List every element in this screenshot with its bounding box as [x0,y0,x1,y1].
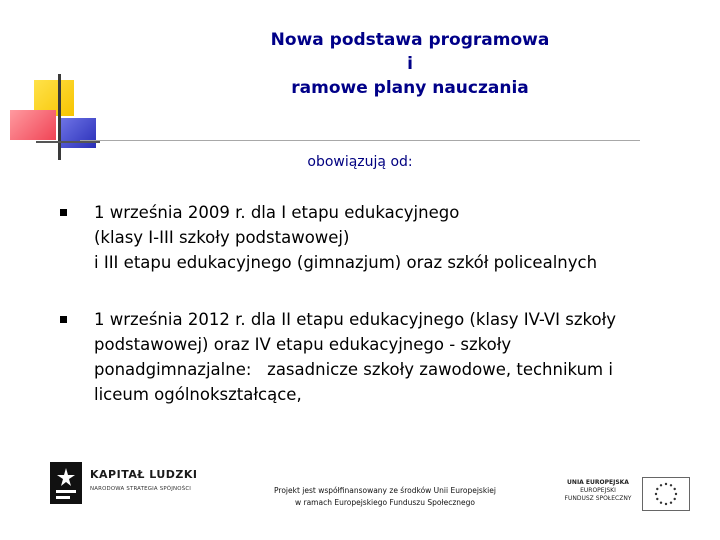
kapital-ludzki-emblem-icon [50,462,82,504]
title-divider [80,140,640,141]
funding-line-2: w ramach Europejskiego Funduszu Społecznego [294,498,476,507]
bullet-line: 1 września 2012 r. dla II etapu edukacyjnego (klasy IV-VI szkoły [94,310,617,329]
funding-line-1: Projekt jest współfinansowany ze środków Unii Europejskiej [274,486,496,495]
bullet-line: podstawowej) oraz IV etapu edukacyjnego - szkoły [94,335,512,354]
logo-title: KAPITAŁ LUDZKI [90,468,198,481]
eu-line-1: UNIA EUROPEJSKA [567,479,629,486]
bullet-list [60,200,680,439]
bullet-line: (klasy I-III szkoły podstawowej) [94,228,350,247]
bullet-line: 1 września 2009 r. dla I etapu edukacyjnego [94,203,460,222]
bullet-line: liceum ogólnokształcące, [94,385,302,404]
eu-line-2: EUROPEJSKI [580,487,616,494]
title-line-3: ramowe plany nauczania [291,78,529,98]
eu-label [560,479,636,503]
slide-subtitle: obowiązują od: [307,154,413,170]
funding-note [250,485,520,509]
title-line-1: Nowa podstawa programowa [270,30,550,50]
bullet-item [60,307,680,407]
bullet-line: i III etapu edukacyjnego (gimnazjum) oraz szkół policealnych [94,253,598,272]
eu-logo [560,477,700,511]
eu-flag-icon [642,477,690,511]
slide-title [200,28,620,100]
bullet-line: ponadgimnazjalne: zasadnicze szkoły zawodowe, technikum i [94,360,613,379]
eu-line-3: FUNDUSZ SPOŁECZNY [564,495,632,502]
title-line-2: i [407,54,413,74]
square-bullet-icon [60,209,67,216]
logo-subtitle: NARODOWA STRATEGIA SPÓJNOŚCI [90,486,192,492]
kapital-ludzki-logo [50,462,220,506]
bullet-item [60,200,680,275]
square-bullet-icon [60,316,67,323]
